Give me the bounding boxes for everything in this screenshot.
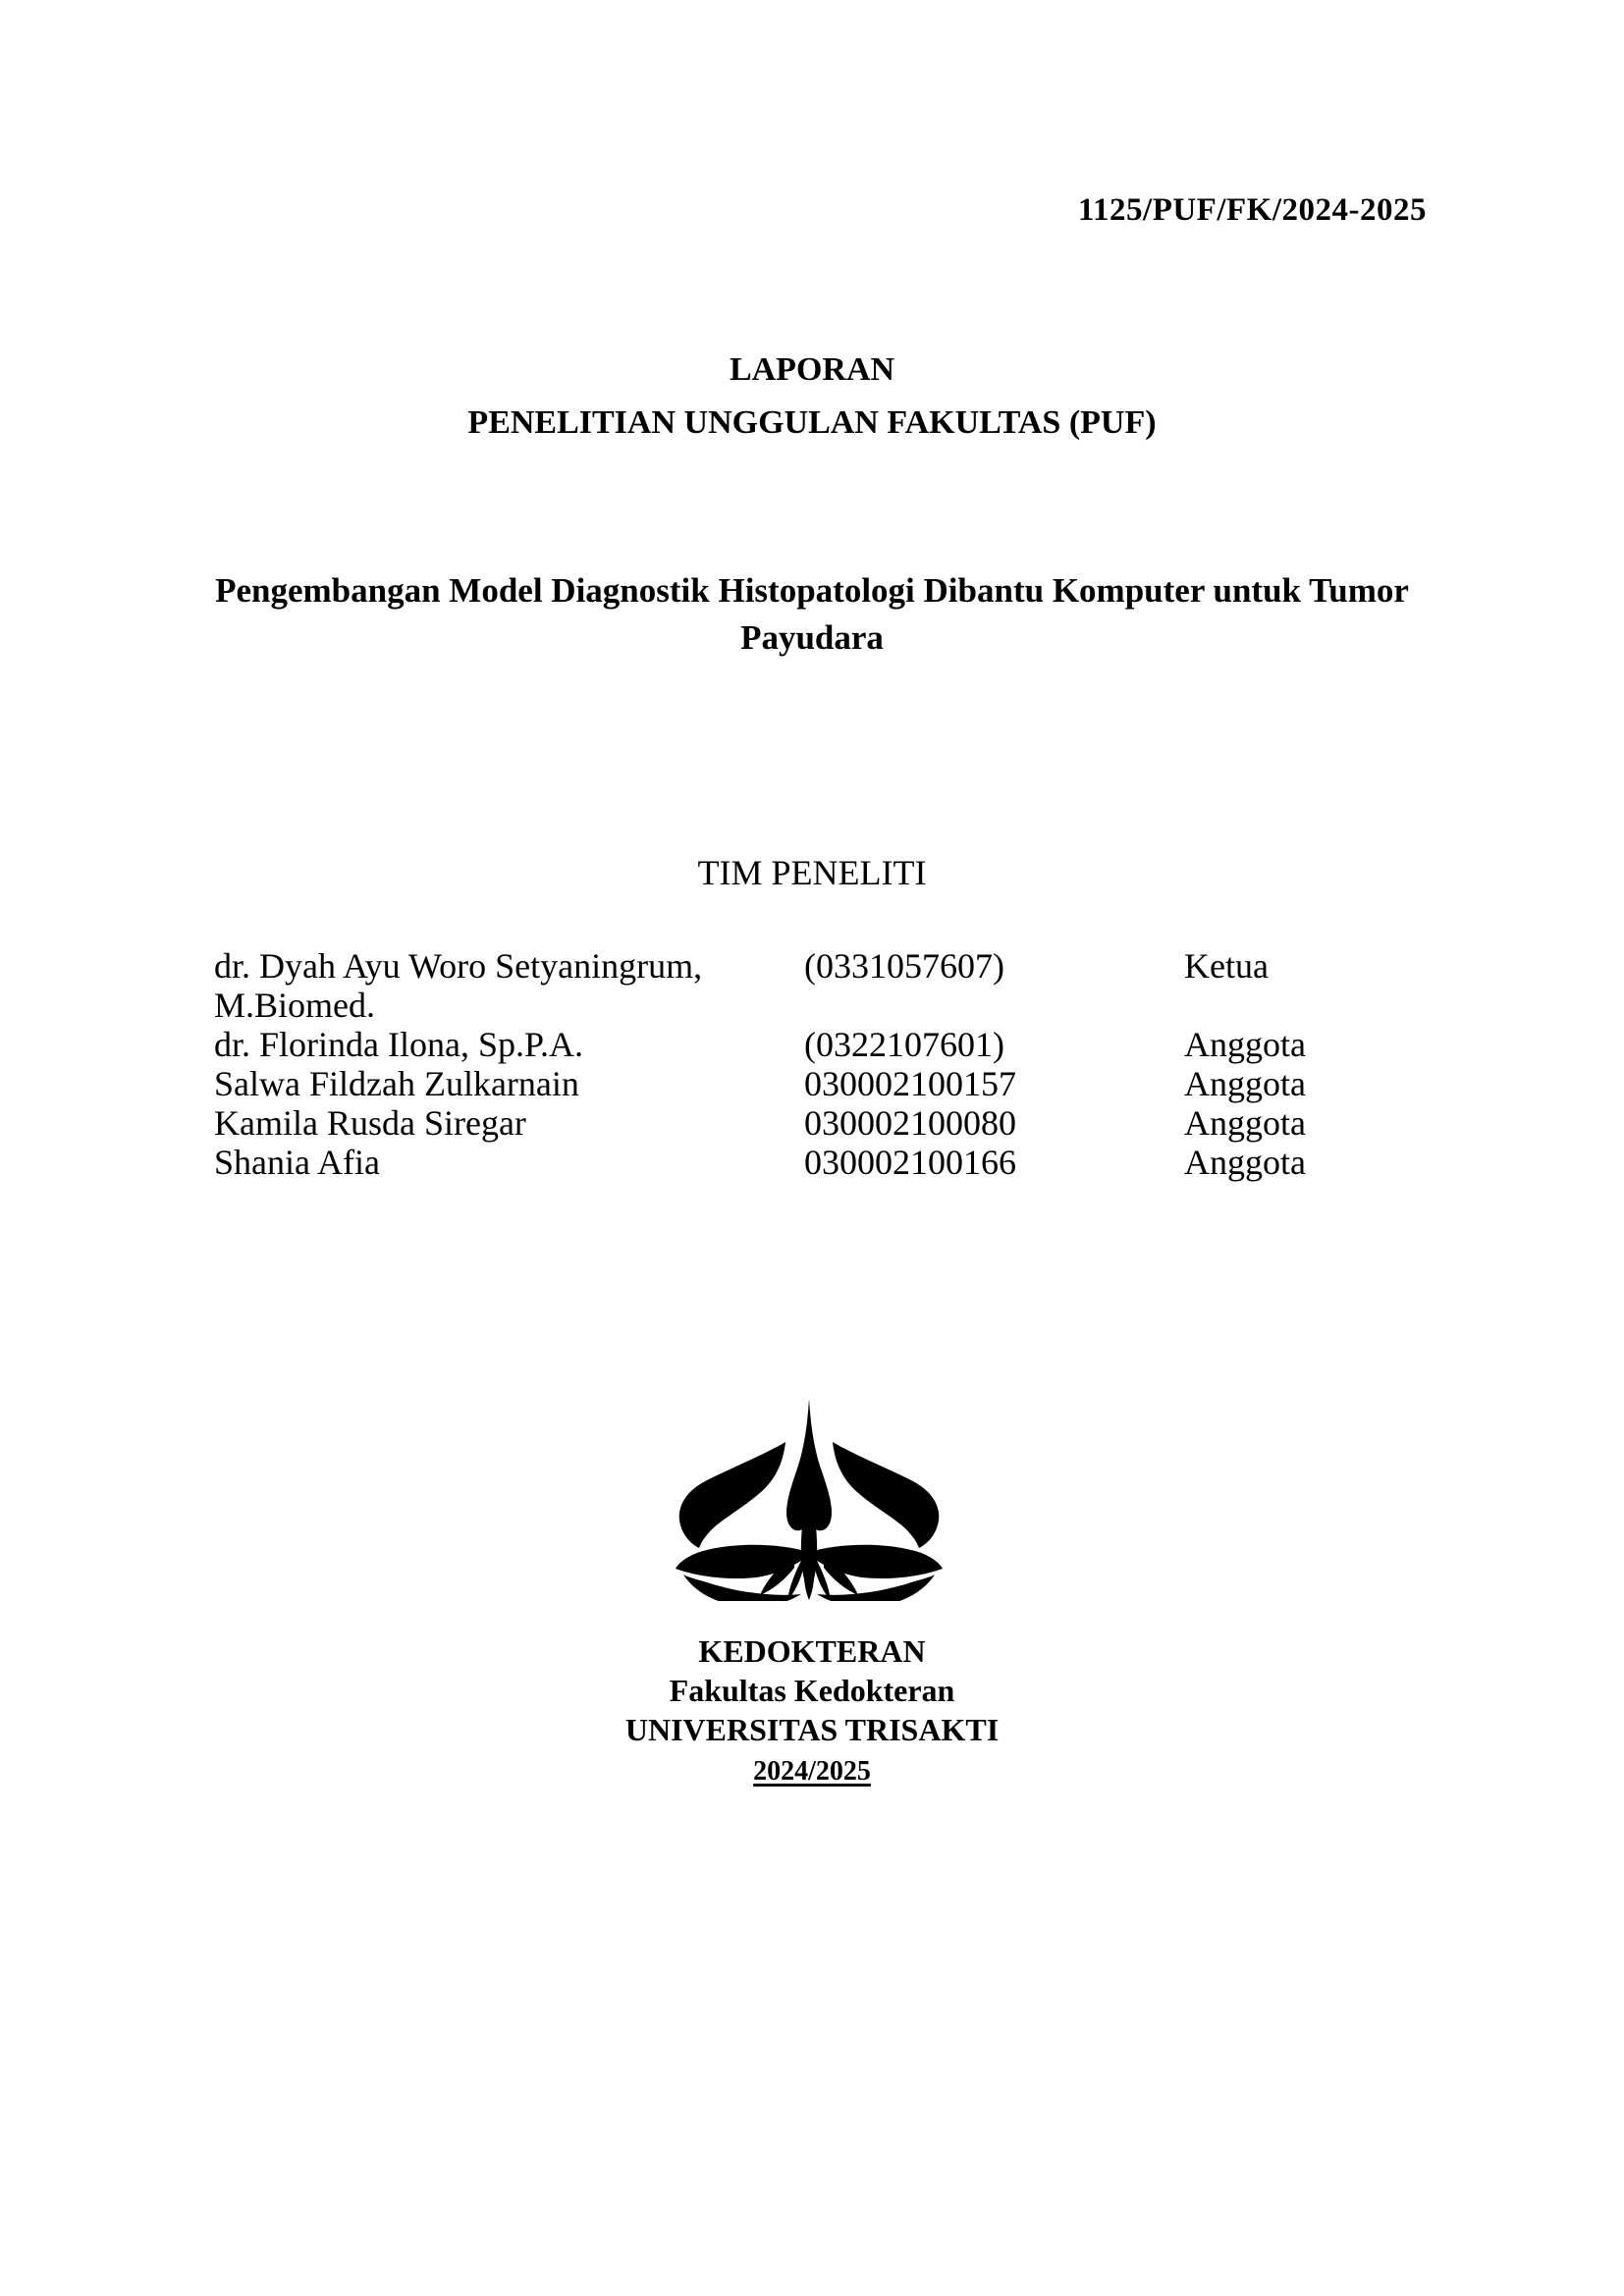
member-role: Anggota [1184, 1064, 1306, 1103]
member-id-number: (0322107601) [804, 1025, 1004, 1064]
member-role: Anggota [1184, 1025, 1306, 1064]
research-title: Pengembangan Model Diagnostik Histopatologi Dibantu Komputer untuk Tumor Payudara [215, 571, 1409, 657]
report-type-line2: PENELITIAN UNGGULAN FAKULTAS (PUF) [467, 404, 1157, 441]
report-type-block [0, 344, 1624, 450]
member-role: Anggota [1184, 1143, 1306, 1182]
team-row [214, 1064, 1433, 1103]
member-name: Kamila Rusda Siregar [214, 1103, 526, 1143]
member-role: Ketua [1184, 946, 1269, 986]
university-logo [676, 1397, 943, 1601]
university-line: UNIVERSITAS TRISAKTI [624, 1712, 1000, 1747]
member-name: dr. Dyah Ayu Woro Setyaningrum, M.Biomed. [214, 946, 703, 1025]
team-row [214, 946, 1433, 1025]
report-type-line1: LAPORAN [729, 351, 895, 388]
member-name: dr. Florinda Ilona, Sp.P.A. [214, 1025, 584, 1064]
faculty-caps-line: KEDOKTERAN [698, 1633, 926, 1669]
member-id-number: (0331057607) [804, 946, 1004, 986]
team-row [214, 1025, 1433, 1064]
team-row [214, 1143, 1433, 1182]
academic-year: 2024/2025 [753, 1756, 871, 1787]
member-id-number: 030002100157 [804, 1064, 1016, 1103]
member-id-number: 030002100166 [804, 1143, 1016, 1182]
faculty-line: Fakultas Kedokteran [669, 1673, 955, 1708]
document-number: 1125/PUF/FK/2024-2025 [1077, 192, 1427, 228]
team-table [214, 946, 1433, 1182]
member-name: Salwa Fildzah Zulkarnain [214, 1064, 579, 1103]
footer-block [0, 1631, 1624, 1789]
team-row [214, 1103, 1433, 1143]
member-name: Shania Afia [214, 1143, 380, 1182]
member-role: Anggota [1184, 1103, 1306, 1143]
trisakti-trisula-logo-icon [676, 1397, 943, 1601]
team-heading: TIM PENELITI [697, 853, 927, 892]
member-id-number: 030002100080 [804, 1103, 1016, 1143]
